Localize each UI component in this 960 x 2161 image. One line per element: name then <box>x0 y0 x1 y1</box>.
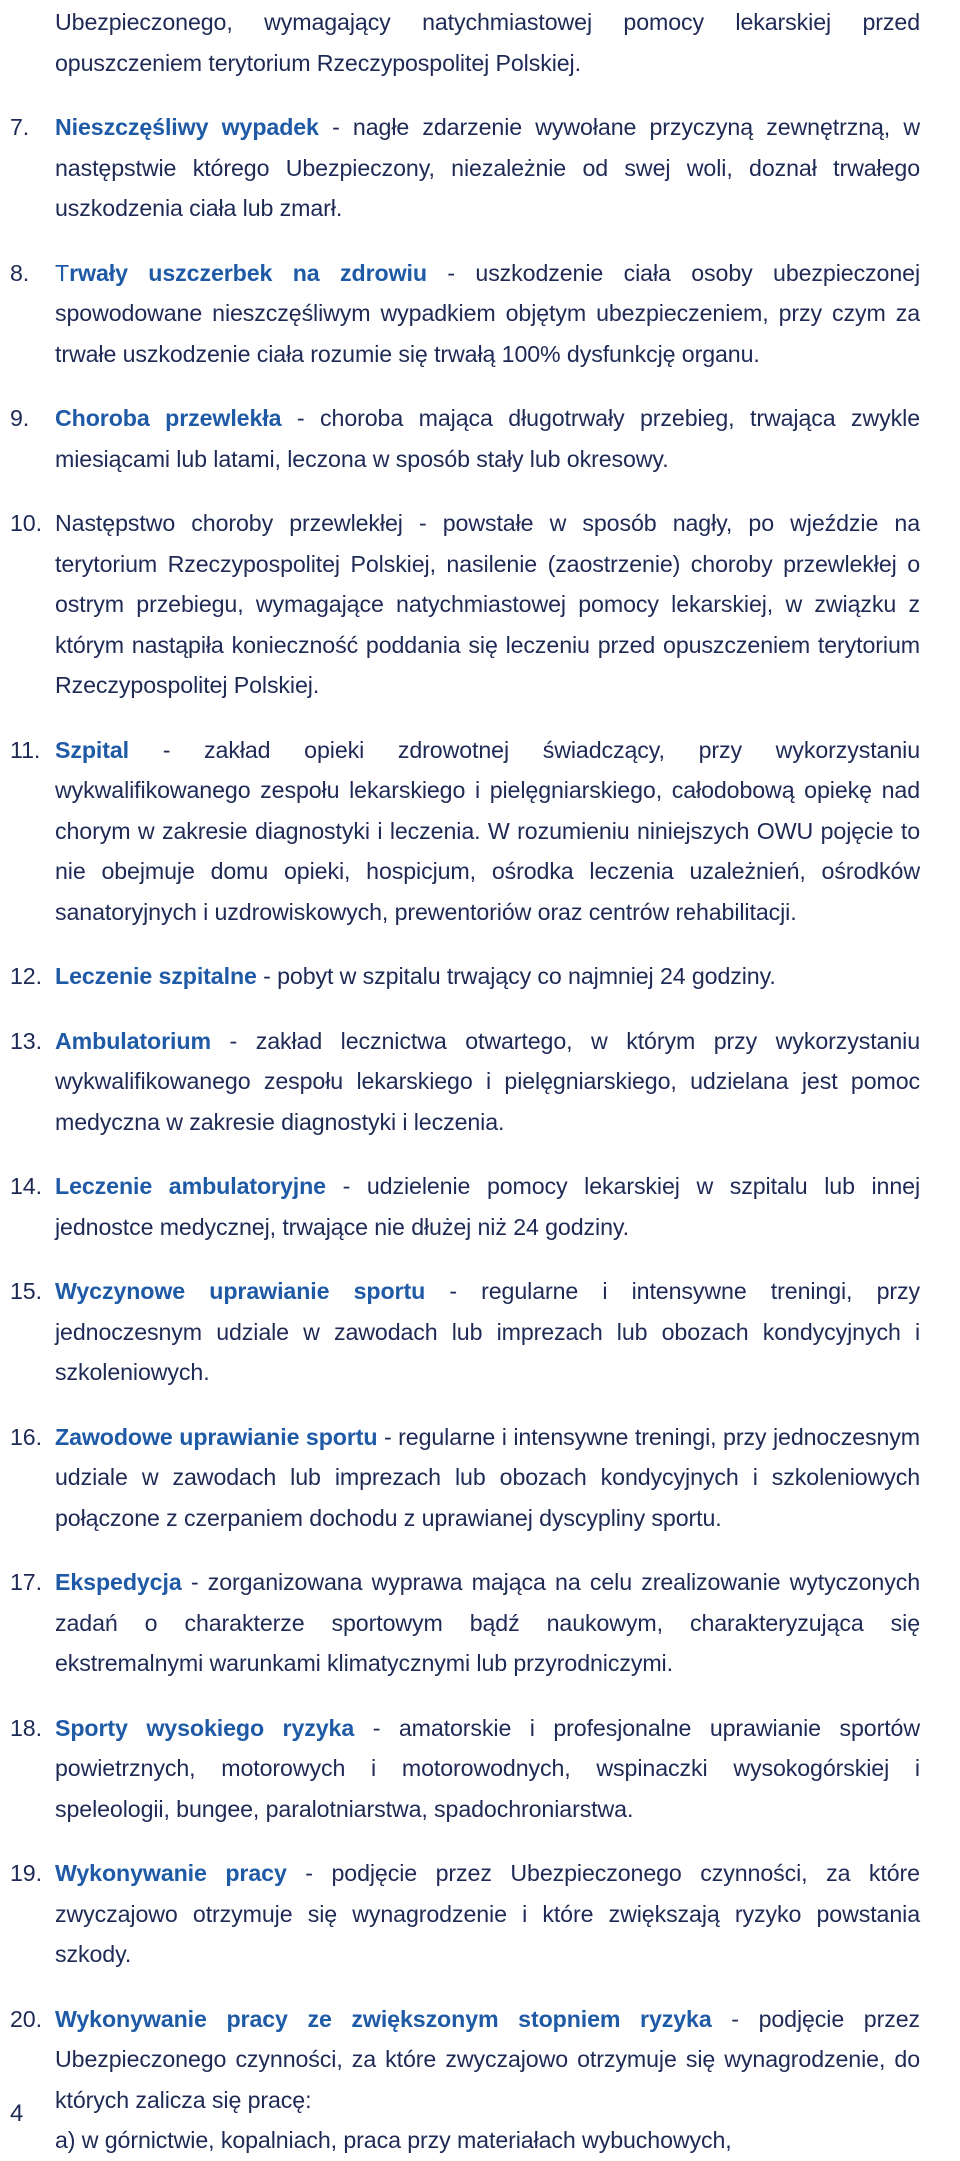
definition-term: Wyczynowe uprawianie sportu <box>55 1278 426 1304</box>
definition-text: Następstwo choroby przewlekłej - powstałe w sposób nagły, po wjeździe na terytorium Rzeczypospolitej Polskiej, nasilenie (zaostrzenie) choroby przewlekłej o ostrym przebiegu, wymagające natychmiastowej pomocy lekarskiej, w związku z którym nastąpiła konieczność poddania się leczeniu przed opuszczeniem terytorium Rzeczypospolitej Polskiej. <box>55 510 920 698</box>
definition-term: Zawodowe uprawianie sportu <box>55 1423 378 1450</box>
page-number: 4 <box>10 2100 24 2127</box>
item-number: 10. <box>10 510 42 536</box>
definition-term: rwały uszczerbek na zdrowiu <box>69 259 427 286</box>
definition-term: Sporty wysokiego ryzyka <box>55 1714 355 1741</box>
definition-item-10 <box>0 503 920 706</box>
item-number: 9. <box>10 405 30 431</box>
definition-item-13 <box>0 1021 920 1143</box>
definition-text: - zakład opieki zdrowotnej świadczący, przy wykorzystaniu wykwalifikowanego zespołu lekarskiego i pielęgniarskiego, całodobową opiekę nad chorym w zakresie diagnostyki i leczenia. W rozumieniu niniejszych OWU pojęcie to nie obejmuje domu opieki, hospicjum, ośrodka leczenia uzależnień, ośrodków sanatoryjnych i uzdrowiskowych, prewentoriów oraz centrów rehabilitacji. <box>55 736 920 925</box>
definition-text: - udzielenie pomocy lekarskiej w szpitalu lub innej jednostce medycznej, trwające nie dłużej niż 24 godziny. <box>55 1173 920 1240</box>
item-number: 15. <box>10 1278 42 1304</box>
item-number: 16. <box>10 1423 42 1450</box>
definition-item-17 <box>0 1562 920 1684</box>
definition-text: - amatorskie i profesjonalne uprawianie sportów powietrznych, motorowych i motorowodnych, wspinaczki wysokogórskiej i speleologii, bungee, paralotniarstwa, spadochroniarstwa. <box>55 1714 920 1822</box>
definition-item-15 <box>0 1271 920 1393</box>
intro-text: Ubezpieczonego, wymagający natychmiastowej pomocy lekarskiej przed opuszczeniem terytorium Rzeczypospolitej Polskiej. <box>55 9 920 76</box>
definition-term: Ambulatorium <box>55 1027 211 1054</box>
item-number: 7. <box>10 114 30 140</box>
definition-subitem-a: a) w górnictwie, kopalniach, praca przy materiałach wybuchowych, <box>55 2127 732 2153</box>
definition-text: - zorganizowana wyprawa mająca na celu zrealizowanie wytyczonych zadań o charakterze sportowym bądź naukowym, charakteryzująca się ekstremalnymi warunkami klimatycznymi lub przyrodniczymi. <box>55 1569 920 1676</box>
definition-text: - regularne i intensywne treningi, przy jednoczesnym udziale w zawodach lub imprezach lub obozach kondycyjnych i szkoleniowych. <box>55 1278 920 1385</box>
definition-item-16 <box>0 1417 920 1539</box>
definition-text: - choroba mająca długotrwały przebieg, trwająca zwykle miesiącami lub latami, leczona w sposób stały lub okresowy. <box>55 405 921 472</box>
definition-item-14 <box>0 1166 920 1247</box>
definitions-list <box>0 2 920 2161</box>
definition-text: - podjęcie przez Ubezpieczonego czynności, za które zwyczajowo otrzymuje się wynagrodzenie, do których zalicza się pracę: <box>55 2005 920 2113</box>
definition-text: - uszkodzenie ciała osoby ubezpieczonej spowodowane nieszczęśliwym wypadkiem objętym ubezpieczeniem, przy czym za trwałe uszkodzenie ciała rozumie się trwałą 100% dysfunkcję organu. <box>55 259 920 367</box>
definition-item-8 <box>0 253 920 375</box>
definition-item-7 <box>0 107 920 229</box>
definition-text: - zakład lecznictwa otwartego, w którym przy wykorzystaniu wykwalifikowanego zespołu lekarskiego i pielęgniarskiego, udzielana jest pomoc medyczna w zakresie diagnostyki i leczenia. <box>55 1027 920 1135</box>
definition-item-20 <box>0 1999 920 2161</box>
definition-item-11 <box>0 730 920 933</box>
definition-text: - pobyt w szpitalu trwający co najmniej 24 godziny. <box>256 963 776 989</box>
definition-term: Ekspedycja <box>55 1569 182 1595</box>
item-number: 13. <box>10 1027 42 1054</box>
definition-term-initial: T <box>55 259 70 286</box>
intro-paragraph <box>0 2 920 83</box>
item-number: 8. <box>10 259 30 286</box>
item-number: 11. <box>10 736 41 763</box>
item-number: 18. <box>10 1714 42 1741</box>
definition-term: Leczenie ambulatoryjne <box>55 1173 326 1199</box>
definition-term: Leczenie szpitalne <box>55 963 257 989</box>
definition-item-18 <box>0 1708 920 1830</box>
definition-term: Wykonywanie pracy <box>55 1860 287 1886</box>
definition-term: Wykonywanie pracy ze zwiększonym stopniem ryzyka <box>55 2005 712 2032</box>
definition-term: Szpital <box>55 736 130 763</box>
definition-item-9 <box>0 398 920 479</box>
definition-term: Nieszczęśliwy wypadek <box>55 114 319 140</box>
item-number: 20. <box>10 2005 42 2032</box>
definition-text: - podjęcie przez Ubezpieczonego czynności, za które zwyczajowo otrzymuje się wynagrodzenie i które zwiększają ryzyko powstania szkody. <box>55 1860 920 1967</box>
item-number: 17. <box>10 1569 42 1595</box>
item-number: 12. <box>10 963 42 989</box>
definition-term: Choroba przewlekła <box>55 405 282 431</box>
definition-item-19 <box>0 1853 920 1975</box>
item-number: 19. <box>10 1860 42 1886</box>
definition-item-12 <box>0 956 920 997</box>
definition-text: - nagłe zdarzenie wywołane przyczyną zewnętrzną, w następstwie którego Ubezpieczony, niezależnie od swej woli, doznał trwałego uszkodzenia ciała lub zmarł. <box>55 114 921 221</box>
item-number: 14. <box>10 1173 42 1199</box>
definition-text: - regularne i intensywne treningi, przy jednoczesnym udziale w zawodach lub imprezach lub obozach kondycyjnych i szkoleniowych połączone z czerpaniem dochodu z uprawianej dyscypliny sportu. <box>55 1423 920 1531</box>
